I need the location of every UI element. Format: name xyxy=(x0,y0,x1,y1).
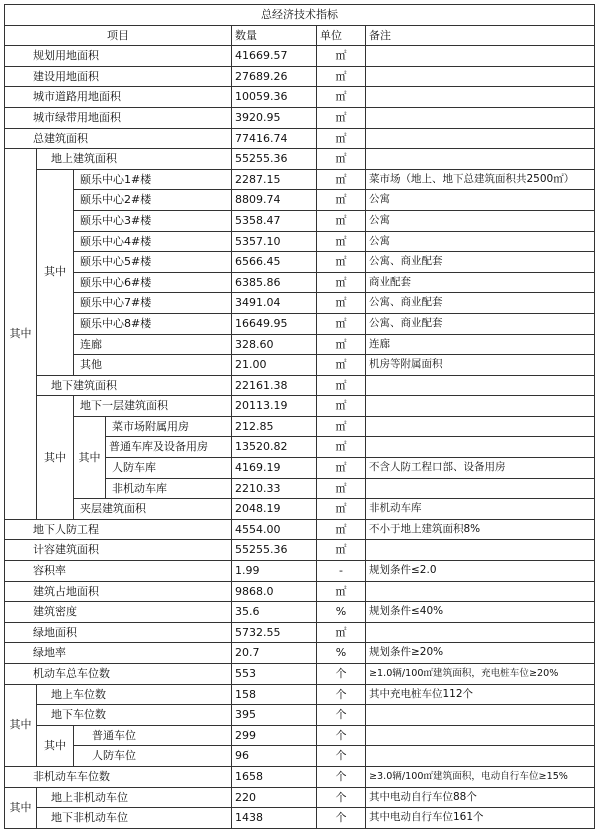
row-note: ≥1.0辆/100㎡建筑面积，充电桩车位≥20% xyxy=(366,664,595,685)
row-note: 不小于地上建筑面积8% xyxy=(366,519,595,540)
row-note: 公寓、商业配套 xyxy=(366,252,595,273)
row-label: 颐乐中心1#楼 xyxy=(74,169,232,190)
table-row xyxy=(5,746,595,767)
table-row xyxy=(5,375,595,396)
row-note xyxy=(366,87,595,108)
row-value: 96 xyxy=(232,746,317,767)
row-value: 55255.36 xyxy=(232,540,317,561)
row-value: 5357.10 xyxy=(232,231,317,252)
row-unit: ㎡ xyxy=(317,478,366,499)
row-note: 规划条件≥20% xyxy=(366,643,595,664)
row-label: 普通车库及设备用房 xyxy=(106,437,232,458)
table-row xyxy=(5,519,595,540)
table-row xyxy=(5,252,595,273)
row-value: 4554.00 xyxy=(232,519,317,540)
row-value: 1438 xyxy=(232,808,317,829)
row-unit: ㎡ xyxy=(317,581,366,602)
row-note: 连廊 xyxy=(366,334,595,355)
row-note xyxy=(366,396,595,417)
row-unit: ㎡ xyxy=(317,499,366,520)
row-label: 计容建筑面积 xyxy=(5,540,232,561)
row-value: 22161.38 xyxy=(232,375,317,396)
row-value: 6566.45 xyxy=(232,252,317,273)
row-label: 地下一层建筑面积 xyxy=(74,396,232,417)
row-unit: ㎡ xyxy=(317,66,366,87)
row-label: 地下建筑面积 xyxy=(37,375,232,396)
row-value: 5358.47 xyxy=(232,210,317,231)
row-note xyxy=(366,416,595,437)
row-label: 连廊 xyxy=(74,334,232,355)
row-label: 颐乐中心3#楼 xyxy=(74,210,232,231)
table-row xyxy=(5,664,595,685)
table-row xyxy=(5,808,595,829)
table-row xyxy=(5,272,595,293)
header-note: 备注 xyxy=(366,25,595,46)
table-row xyxy=(5,293,595,314)
row-label: 颐乐中心6#楼 xyxy=(74,272,232,293)
row-unit: 个 xyxy=(317,684,366,705)
row-note: 非机动车库 xyxy=(366,499,595,520)
row-note: 公寓 xyxy=(366,190,595,211)
row-label: 地上建筑面积 xyxy=(37,149,232,170)
row-unit: 个 xyxy=(317,766,366,787)
row-value: 328.60 xyxy=(232,334,317,355)
row-value: 553 xyxy=(232,664,317,685)
header-unit: 单位 xyxy=(317,25,366,46)
table-row xyxy=(5,561,595,582)
row-note xyxy=(366,149,595,170)
title-row xyxy=(5,5,595,26)
row-unit: ㎡ xyxy=(317,46,366,67)
row-note: 规划条件≤40% xyxy=(366,602,595,623)
table-row xyxy=(5,787,595,808)
header-item: 项目 xyxy=(5,25,232,46)
row-unit: ㎡ xyxy=(317,519,366,540)
row-value: 9868.0 xyxy=(232,581,317,602)
row-unit: ㎡ xyxy=(317,128,366,149)
table-row xyxy=(5,602,595,623)
table-row xyxy=(5,149,595,170)
indicator-sheet xyxy=(4,4,594,829)
row-note: ≥3.0辆/100㎡建筑面积，电动自行车位≥15% xyxy=(366,766,595,787)
row-label: 城市道路用地面积 xyxy=(5,87,232,108)
row-note: 机房等附属面积 xyxy=(366,355,595,376)
row-label: 非机动车库 xyxy=(106,478,232,499)
row-unit: % xyxy=(317,602,366,623)
row-note xyxy=(366,128,595,149)
row-note: 公寓、商业配套 xyxy=(366,293,595,314)
table-row xyxy=(5,128,595,149)
row-unit: ㎡ xyxy=(317,149,366,170)
row-value: 20113.19 xyxy=(232,396,317,417)
row-unit: ㎡ xyxy=(317,272,366,293)
row-note: 不含人防工程口部、设备用房 xyxy=(366,458,595,479)
row-value: 6385.86 xyxy=(232,272,317,293)
row-label: 城市绿带用地面积 xyxy=(5,107,232,128)
row-note xyxy=(366,540,595,561)
row-value: 395 xyxy=(232,705,317,726)
economic-indicators-table xyxy=(4,4,595,829)
row-unit: % xyxy=(317,643,366,664)
row-label: 夹层建筑面积 xyxy=(74,499,232,520)
group-label-underground: 其中 xyxy=(37,396,74,520)
row-note xyxy=(366,705,595,726)
row-value: 27689.26 xyxy=(232,66,317,87)
header-row xyxy=(5,25,595,46)
group-label-parking: 其中 xyxy=(5,684,37,766)
row-note xyxy=(366,478,595,499)
row-label: 颐乐中心2#楼 xyxy=(74,190,232,211)
row-value: 3491.04 xyxy=(232,293,317,314)
row-value: 2048.19 xyxy=(232,499,317,520)
row-label: 非机动车车位数 xyxy=(5,766,232,787)
row-value: 220 xyxy=(232,787,317,808)
row-value: 13520.82 xyxy=(232,437,317,458)
table-row xyxy=(5,499,595,520)
row-unit: ㎡ xyxy=(317,355,366,376)
row-value: 1.99 xyxy=(232,561,317,582)
row-unit: ㎡ xyxy=(317,396,366,417)
row-value: 21.00 xyxy=(232,355,317,376)
row-value: 2287.15 xyxy=(232,169,317,190)
row-unit: ㎡ xyxy=(317,416,366,437)
row-unit: ㎡ xyxy=(317,107,366,128)
row-label: 规划用地面积 xyxy=(5,46,232,67)
row-note: 规划条件≤2.0 xyxy=(366,561,595,582)
row-label: 地上非机动车位 xyxy=(37,787,232,808)
row-note: 菜市场（地上、地下总建筑面积共2500㎡） xyxy=(366,169,595,190)
row-label: 绿地面积 xyxy=(5,622,232,643)
row-unit: 个 xyxy=(317,705,366,726)
row-note xyxy=(366,437,595,458)
row-unit: 个 xyxy=(317,808,366,829)
row-unit: ㎡ xyxy=(317,190,366,211)
row-note xyxy=(366,581,595,602)
header-quantity: 数量 xyxy=(232,25,317,46)
row-unit: - xyxy=(317,561,366,582)
table-row xyxy=(5,622,595,643)
table-row xyxy=(5,355,595,376)
table-row xyxy=(5,705,595,726)
row-label: 颐乐中心7#楼 xyxy=(74,293,232,314)
row-label: 普通车位 xyxy=(74,725,232,746)
row-label: 颐乐中心4#楼 xyxy=(74,231,232,252)
table-row xyxy=(5,766,595,787)
row-note: 公寓、商业配套 xyxy=(366,313,595,334)
row-note xyxy=(366,66,595,87)
row-note: 公寓 xyxy=(366,231,595,252)
group-label-underground-parking: 其中 xyxy=(37,725,74,766)
row-unit: ㎡ xyxy=(317,169,366,190)
table-row xyxy=(5,313,595,334)
row-unit: ㎡ xyxy=(317,375,366,396)
row-label: 菜市场附属用房 xyxy=(106,416,232,437)
row-unit: ㎡ xyxy=(317,437,366,458)
row-unit: ㎡ xyxy=(317,334,366,355)
table-row xyxy=(5,416,595,437)
row-value: 4169.19 xyxy=(232,458,317,479)
group-label-above-ground: 其中 xyxy=(37,169,74,375)
row-label: 建设用地面积 xyxy=(5,66,232,87)
row-note: 其中电动自行车位88个 xyxy=(366,787,595,808)
table-row xyxy=(5,581,595,602)
row-value: 35.6 xyxy=(232,602,317,623)
row-unit: ㎡ xyxy=(317,87,366,108)
row-note xyxy=(366,46,595,67)
row-value: 10059.36 xyxy=(232,87,317,108)
row-unit: ㎡ xyxy=(317,231,366,252)
row-unit: 个 xyxy=(317,746,366,767)
table-title: 总经济技术指标 xyxy=(5,5,595,26)
row-value: 8809.74 xyxy=(232,190,317,211)
table-row xyxy=(5,231,595,252)
row-label: 地下人防工程 xyxy=(5,519,232,540)
row-note: 其中电动自行车位161个 xyxy=(366,808,595,829)
row-value: 16649.95 xyxy=(232,313,317,334)
row-unit: ㎡ xyxy=(317,622,366,643)
row-note: 公寓 xyxy=(366,210,595,231)
row-value: 77416.74 xyxy=(232,128,317,149)
row-value: 3920.95 xyxy=(232,107,317,128)
table-row xyxy=(5,190,595,211)
row-unit: ㎡ xyxy=(317,540,366,561)
table-row xyxy=(5,334,595,355)
row-label: 颐乐中心8#楼 xyxy=(74,313,232,334)
row-value: 299 xyxy=(232,725,317,746)
group-label-basement-one: 其中 xyxy=(74,416,106,498)
row-label: 建筑密度 xyxy=(5,602,232,623)
row-label: 颐乐中心5#楼 xyxy=(74,252,232,273)
row-label: 建筑占地面积 xyxy=(5,581,232,602)
row-label: 总建筑面积 xyxy=(5,128,232,149)
row-unit: ㎡ xyxy=(317,293,366,314)
group-label-building-area: 其中 xyxy=(5,149,37,520)
row-value: 41669.57 xyxy=(232,46,317,67)
table-row xyxy=(5,210,595,231)
row-unit: ㎡ xyxy=(317,313,366,334)
row-note: 其中充电桩车位112个 xyxy=(366,684,595,705)
row-label: 地下车位数 xyxy=(37,705,232,726)
row-value: 2210.33 xyxy=(232,478,317,499)
row-unit: ㎡ xyxy=(317,458,366,479)
table-row xyxy=(5,46,595,67)
row-label: 其他 xyxy=(74,355,232,376)
row-note xyxy=(366,746,595,767)
row-label: 绿地率 xyxy=(5,643,232,664)
row-unit: ㎡ xyxy=(317,210,366,231)
table-row xyxy=(5,396,595,417)
row-value: 20.7 xyxy=(232,643,317,664)
table-row xyxy=(5,107,595,128)
row-value: 1658 xyxy=(232,766,317,787)
row-unit: 个 xyxy=(317,725,366,746)
row-note xyxy=(366,725,595,746)
table-row xyxy=(5,684,595,705)
row-label: 地下非机动车位 xyxy=(37,808,232,829)
row-value: 212.85 xyxy=(232,416,317,437)
row-unit: 个 xyxy=(317,787,366,808)
table-row xyxy=(5,87,595,108)
row-label: 人防车位 xyxy=(74,746,232,767)
table-row xyxy=(5,725,595,746)
row-unit: ㎡ xyxy=(317,252,366,273)
table-row xyxy=(5,540,595,561)
row-note xyxy=(366,375,595,396)
row-value: 55255.36 xyxy=(232,149,317,170)
table-row xyxy=(5,169,595,190)
row-label: 容积率 xyxy=(5,561,232,582)
row-label: 人防车库 xyxy=(106,458,232,479)
table-row xyxy=(5,66,595,87)
row-note xyxy=(366,107,595,128)
row-label: 地上车位数 xyxy=(37,684,232,705)
row-value: 5732.55 xyxy=(232,622,317,643)
group-label-non-motor-parking: 其中 xyxy=(5,787,37,828)
row-note xyxy=(366,622,595,643)
row-value: 158 xyxy=(232,684,317,705)
table-row xyxy=(5,643,595,664)
row-unit: 个 xyxy=(317,664,366,685)
row-note: 商业配套 xyxy=(366,272,595,293)
row-label: 机动车总车位数 xyxy=(5,664,232,685)
